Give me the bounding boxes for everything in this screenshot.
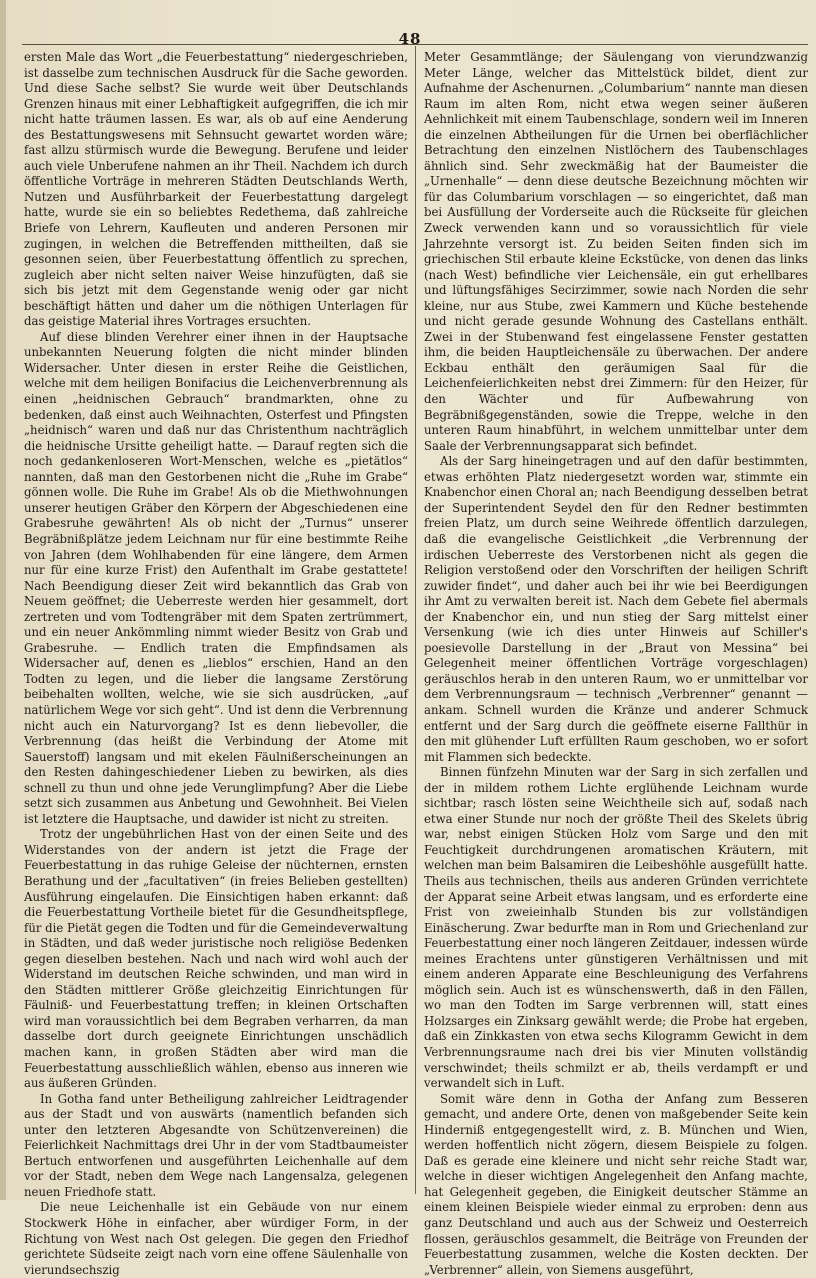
paragraph: ersten Male das Wort „die Feuerbestattung“ niedergeschrieben, ist dasselbe zum technischen Ausdruck für die Sache geworden. Und diese Sache selbst? Sie wurde weit über Deutschlands Grenzen hinaus mit einer Lebhaftigkeit aufgegriffen, die ich mir nicht hatte träumen lassen. Es war, als ob auf eine Aenderung des Bestattungswesens mit Sehnsucht gewartet worden wäre; fast allzu stürmisch wurde die Bewegung. Berufene und leider auch viele Unberufene nahmen an ihr Theil. Nachdem ich durch öffentliche Vorträge in mehreren Städten Deutschlands Werth, Nutzen und Ausführbarkeit der Feuerbestattung dargelegt hatte, wurde sie ein so beliebtes Redethema, daß zahlreiche Briefe von Lehrern, Kaufleuten und anderen Personen mir zugingen, in welchen die Betreffenden mittheilten, daß sie gesonnen seien, über Feuerbestattung öffentlich zu sprechen, zugleich aber nicht selten naiver Weise hinzufügten, daß sie sich bis jetzt mit dem Gegenstande wenig oder gar nicht beschäftigt hätten und daher um die nöthigen Unterlagen für das geistige Material ihres Vortrages ersuchten. [24, 50, 408, 329]
paragraph: Die neue Leichenhalle ist ein Gebäude von nur einem Stockwerk Höhe in einfacher, aber würdiger Form, in der Richtung von West nach Ost gelegen. Die gegen den Friedhof gerichtete Südseite zeigt nach vorn eine offene Säulenhalle von vierundsechszig [24, 1200, 408, 1277]
column-divider [415, 46, 416, 1194]
page-number: 48 [398, 30, 422, 48]
paragraph: Somit wäre denn in Gotha der Anfang zum Besseren gemacht, und andere Orte, denen von maßgebender Seite kein Hinderniß entgegengestellt wird, z. B. München und Wien, werden hoffentlich nicht zögern, diesem Beispiele zu folgen. Daß es gerade eine kleinere und nicht sehr reiche Stadt war, welche in dieser wichtigen Angelegenheit den Anfang machte, hat Gelegenheit gegeben, die Einigkeit deutscher Stämme an einem kleinen Beispiele wieder einmal zu erproben: denn aus ganz Deutschland und auch aus der Schweiz und Oesterreich flossen, geräuschlos gesammelt, die Beiträge von Freunden der Feuerbestattung zusammen, welche die Kosten deckten. Der „Verbrenner“ allein, von Siemens ausgeführt, [424, 1091, 808, 1277]
paragraph: Trotz der ungebührlichen Hast von der einen Seite und des Widerstandes von der andern ist jetzt die Frage der Feuerbestattung in das ruhige Geleise der nüchternen, ernsten Berathung und der „facultativen“ (in freies Belieben gestellten) Ausführung eingelaufen. Die Einsichtigen haben erkannt: daß die Feuerbestattung Vortheile bietet für die Gesundheitspflege, für die Pietät gegen die Todten und für die Gemeindeverwaltung in Städten, und daß weder juristische noch religiöse Bedenken gegen dieselben bestehen. Nach und nach wird wohl auch der Widerstand im deutschen Reiche schwinden, und man wird in den Städten mittlerer Größe gleichzeitig Einrichtungen für Fäulniß- und Feuerbestattung treffen; in kleinen Ortschaften wird man voraussichtlich bei dem Begraben verharren, da man dasselbe dort durch geeignete Einrichtungen unschädlich machen kann, in großen Städten aber wird man die Feuerbestattung ausschließlich wählen, ebenso aus inneren wie aus äußeren Gründen. [24, 827, 408, 1091]
right-column [424, 50, 808, 1277]
paragraph: Auf diese blinden Verehrer einer ihnen in der Hauptsache unbekannten Neuerung folgten die nicht minder blinden Widersacher. Unter diesen in erster Reihe die Geistlichen, welche mit dem heiligen Bonifacius die Leichenverbrennung als einen „heidnischen Gebrauch“ brandmarkten, ohne zu bedenken, daß einst auch Weihnachten, Osterfest und Pfingsten „heidnisch“ waren und daß nur das Christenthum nachträglich die heidnische Ursitte geheiligt hatte. — Darauf regten sich die noch gedankenloseren Wort-Menschen, welche es „pietätlos“ nannten, daß man den Gestorbenen nicht die „Ruhe im Grabe“ gönnen wolle. Die Ruhe im Grabe! Als ob die Miethwohnungen unserer heutigen Gräber den Körpern der Abgeschiedenen eine Grabesruhe gewährten! Als ob nicht der „Turnus“ unserer Begräbnißplätze jedem Leichnam nur für eine bestimmte Reihe von Jahren (dem Wohlhabenden für eine längere, dem Armen nur für eine kurze Frist) den Aufenthalt im Grabe gestattete! Nach Beendigung dieser Zeit wird bekanntlich das Grab von Neuem geöffnet; die Ueberreste werden hier gesammelt, dort zertreten und vom Todtengräber mit dem Spaten zertrümmert, und ein neuer Ankömmling nimmt wieder Besitz von Grab und Grabesruhe. — Endlich traten die Empfindsamen als Widersacher auf, denen es „lieblos“ erschien, Hand an den Todten zu legen, und die lieber die langsame Zerstörung beibehalten wollten, welche, wie sie sich ausdrücken, „auf natürlichem Wege vor sich geht“. Und ist denn die Verbrennung nicht auch ein Naturvorgang? Ist es denn liebevoller, die Verbrennung (das heißt die Verbindung der Atome mit Sauerstoff) langsam und mit ekelen Fäulnißerscheinungen an den Resten dahingeschiedener Lieben zu bewirken, als dies schnell zu thun und ohne jede Verunglimpfung? Aber die Liebe setzt sich zusammen aus Anbetung und Gewohnheit. Bei Vielen ist letztere die Hauptsache, und dawider ist nicht zu streiten. [24, 329, 408, 826]
paragraph: Meter Gesammtlänge; der Säulengang von vierundzwanzig Meter Länge, welcher das Mittelstück bildet, dient zur Aufnahme der Aschenurnen. „Columbarium“ nannte man diesen Raum im alten Rom, nicht etwa wegen seiner äußeren Aehnlichkeit mit einem Taubenschlage, sondern weil im Inneren die einzelnen Abtheilungen für die Urnen bei oberflächlicher Betrachtung den einzelnen Nistlöchern des Taubenschlages ähnlich sind. Sehr zweckmäßig hat der Baumeister die „Urnenhalle“ — denn diese deutsche Bezeichnung möchten wir für das Columbarium vorschlagen — so eingerichtet, daß man bei Ausfüllung der Vorderseite auch die Rückseite für gleichen Zweck verwenden kann und so voraussichtlich für viele Jahrzehnte versorgt ist. Zu beiden Seiten finden sich im griechischen Stil erbaute kleine Eckstücke, von denen das links (nach West) befindliche vier Leichensäle, ein gut erhellbares und lüftungsfähiges Secirzimmer, sowie nach Norden die sehr kleine, nur aus Stube, zwei Kammern und Küche bestehende und nicht gerade gesunde Wohnung des Castellans enthält. Zwei in der Stubenwand fest eingelassene Fenster gestatten ihm, die beiden Hauptleichensäle zu überwachen. Der andere Eckbau enthält den geräumigen Saal für die Leichenfeierlichkeiten nebst drei Zimmern: für den Heizer, für den Wächter und für Aufbewahrung von Begräbnißgegenständen, sowie die Treppe, welche in den unteren Raum hinabführt, in welchem unmittelbar unter dem Saale der Verbrennungsapparat sich befindet. [424, 50, 808, 453]
paragraph: Als der Sarg hineingetragen und auf den dafür bestimmten, etwas erhöhten Platz niedergesetzt worden war, stimmte ein Knabenchor einen Choral an; nach Beendigung desselben betrat der Superintendent Seydel den für den Redner bestimmten freien Platz, um durch seine Weihrede öffentlich darzulegen, daß die evangelische Geistlichkeit „die Verbrennung der irdischen Ueberreste des Verstorbenen nicht als gegen die Religion verstoßend oder den Vorschriften der heiligen Schrift zuwider findet“, und daher auch bei ihr wie bei Beerdigungen ihr Amt zu verwalten bereit ist. Nach dem Gebete fiel abermals der Knabenchor ein, und nun stieg der Sarg mittelst einer Versenkung (wie ich dies unter Hinweis auf Schiller's poesievolle Darstellung in der „Braut von Messina“ bei Gelegenheit meiner öffentlichen Vorträge vorgeschlagen) geräuschlos herab in den unteren Raum, wo er unmittelbar vor dem Verbrennungsraum — technisch „Verbrenner“ genannt — ankam. Schnell wurden die Kränze und anderer Schmuck entfernt und der Sarg durch die geöffnete eiserne Fallthür in den mit glühender Luft erfüllten Raum geschoben, wo er sofort mit Flammen sich bedeckte. [424, 454, 808, 764]
header-rule [22, 44, 808, 45]
paragraph: Binnen fünfzehn Minuten war der Sarg in sich zerfallen und der in mildem rothem Lichte erglühende Leichnam wurde sichtbar; rasch lösten seine Weichtheile sich auf, sodaß nach etwa einer Stunde nur noch der größte Theil des Skelets übrig war, nebst einigen Stücken Holz vom Sarge und den mit Feuchtigkeit durchdrungenen aromatischen Kräutern, mit welchen man beim Balsamiren die Leibeshöhle ausgefüllt hatte. Theils aus technischen, theils aus anderen Gründen verrichtete der Apparat seine Arbeit etwas langsam, und es erforderte eine Frist von zweieinhalb Stunden bis zur vollständigen Einäscherung. Zwar bedurfte man in Rom und Griechenland zur Feuerbestattung einer noch längeren Zeitdauer, indessen würde meines Erachtens unter günstigeren Verhältnissen und mit einem anderen Apparate eine Beschleunigung des Verfahrens möglich sein. Auch ist es wünschenswerth, daß in den Fällen, wo man den Todten im Sarge verbrennen will, statt eines Holzsarges ein Zinksarg gewählt werde; die Probe hat ergeben, daß ein Zinkkasten von etwa sechs Kilogramm Gewicht in dem Verbrennungsraume nach drei bis vier Minuten vollständig verschwindet; theils schmilzt er ab, theils verdampft er und verwandelt sich in Luft. [424, 765, 808, 1091]
paragraph: In Gotha fand unter Betheiligung zahlreicher Leidtragender aus der Stadt und von auswärts (namentlich befanden sich unter den letzteren Abgesandte von Schützenvereinen) die Feierlichkeit Nachmittags drei Uhr in der vom Stadtbaumeister Bertuch entworfenen und ausgeführten Leichenhalle auf dem vor der Stadt, neben dem Wege nach Langensalza, gelegenen neuen Friedhofe statt. [24, 1091, 408, 1199]
page-edge [0, 0, 6, 1200]
left-column [24, 50, 408, 1277]
